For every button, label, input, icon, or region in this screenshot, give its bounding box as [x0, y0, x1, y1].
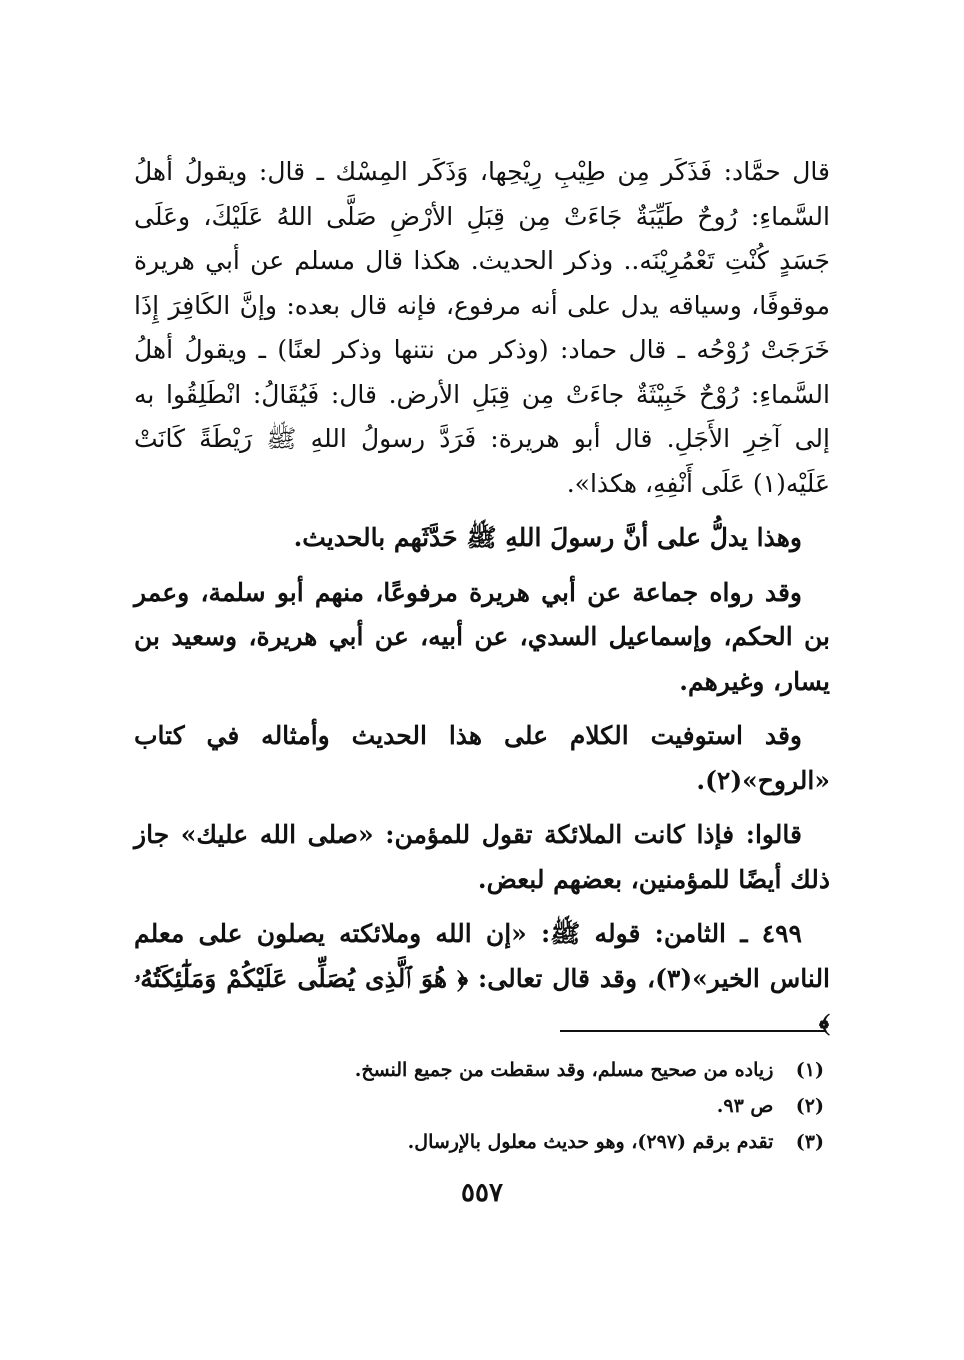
- paragraph-argument: قالوا: فإذا كانت الملائكة تقول للمؤمن: «صلى الله عليك» جاز ذلك أيضًا للمؤمنين، بعضهم لبعض.: [134, 820, 830, 894]
- footnote-divider: [560, 1030, 826, 1032]
- main-text: [134, 150, 830, 1046]
- paragraph-point-499: ٤٩٩ ـ الثامن: قوله ﷺ: «إن الله وملائكته يصلون على معلم الناس الخير»(٣)، وقد قال تعالى: ﴿ هُوَ ٱلَّذِى يُصَلِّى عَلَيْكُمْ وَمَلَٰٓئِكَتُهُۥ ﴾: [134, 919, 831, 1037]
- footnote-number: (٣): [795, 1131, 824, 1153]
- page-number: ٥٥٧: [461, 1178, 503, 1208]
- paragraph-indication: وهذا يدلُّ على أنَّ رسولَ اللهِ ﷺ حَدَّثَهم بالحديث.: [293, 523, 802, 552]
- footnote-number: (١): [795, 1059, 824, 1081]
- paragraph-narrators: وقد رواه جماعة عن أبي هريرة مرفوعًا، منهم أبو سلمة، وعمر بن الحكم، وإسماعيل السدي، عن أبيه، عن أبي هريرة، وسعيد بن يسار، وغيرهم.: [134, 577, 830, 696]
- paragraph-hadith-continuation: قال حمَّاد: فَذَكَر مِن طِيْبِ رِيْحِها، وَذَكَر المِسْك ـ قال: ويقولُ أهلُ السَّماءِ: رُوحٌ طَيِّبَةٌ جَاءَتْ مِن قِبَلِ الأرْضِ صَلَّى اللهُ عَلَيْكَ، وعَلَى جَسَدٍ كُنْتِ تَعْمُرِيْنَه.. وذكر الحديث. هكذا قال مسلم عن أبي هريرة موقوفًا، وسياقه يدل على أنه مرفوع، فإنه قال بعده: وإنَّ الكَافِرَ إِذَا خَرَجَتْ رُوْحُه ـ قال حماد: (وذكر من نتنها وذكر لعنًا) ـ ويقولُ أهلُ السَّماءِ: رُوْحٌ خَبِيْثَةٌ جاءَتْ مِن قِبَلِ الأرض. قال: فَيُقَالُ: انْطَلِقُوا به إلى آخِرِ الأَجَلِ. قال أبو هريرة: فَرَدَّ رسولُ اللهِ ﷺ رَيْطَةً كَانَتْ عَلَيْه(١) عَلَى أَنْفِهِ، هكذا».: [134, 157, 830, 498]
- footnote-text: زياده من صحيح مسلم، وقد سقطت من جميع النسخ.: [354, 1059, 774, 1081]
- footnote-2: [134, 1088, 824, 1124]
- footnotes: [134, 1052, 824, 1160]
- paragraph-reference: وقد استوفيت الكلام على هذا الحديث وأمثاله في كتاب «الروح»(٢).: [134, 721, 830, 795]
- footnote-3: [134, 1124, 824, 1160]
- footnote-1: [134, 1052, 824, 1088]
- footnote-text: تقدم برقم (٢٩٧)، وهو حديث معلول بالإرسال.: [407, 1131, 774, 1153]
- footnote-number: (٢): [795, 1095, 824, 1117]
- footnote-text: ص ٩٣.: [716, 1095, 774, 1117]
